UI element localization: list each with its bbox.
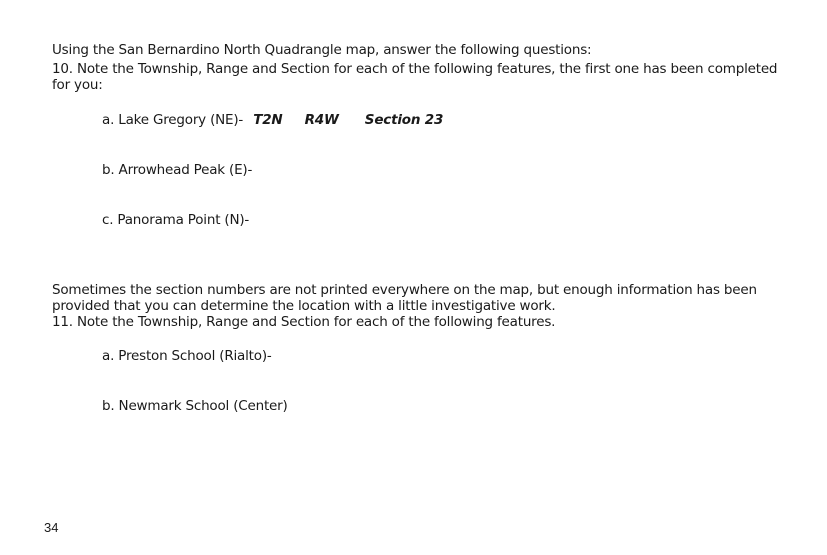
question-10-item-a [102, 112, 443, 128]
answer-township: T2N [253, 112, 283, 128]
item-label: a. Lake Gregory (NE)- [102, 112, 244, 128]
item-label: b. Arrowhead Peak (E)- [102, 162, 253, 178]
question-11-line-1: 11. Note the Township, Range and Section for each of the following features. [52, 314, 556, 330]
item-label: a. Preston School (Rialto)- [102, 348, 272, 364]
answer-section: Section 23 [364, 112, 444, 128]
question-10-line-1: 10. Note the Township, Range and Section for each of the following features, the first one has been completed [52, 61, 778, 77]
question-11-item-b [102, 398, 288, 414]
question-10-item-c [102, 212, 249, 228]
question-10-item-b [102, 162, 252, 178]
instructions-intro: Using the San Bernardino North Quadrangle map, answer the following questions: [52, 42, 592, 58]
paragraph-2-line-2: provided that you can determine the location with a little investigative work. [52, 298, 556, 314]
item-label: c. Panorama Point (N)- [102, 212, 250, 228]
question-10-line-2: for you: [52, 77, 103, 93]
paragraph-2-line-1: Sometimes the section numbers are not printed everywhere on the map, but enough information has been [52, 282, 757, 298]
item-label: b. Newmark School (Center) [102, 398, 288, 414]
page-number: 34 [44, 520, 59, 535]
question-11-item-a [102, 348, 272, 364]
answer-range: R4W [304, 112, 339, 128]
